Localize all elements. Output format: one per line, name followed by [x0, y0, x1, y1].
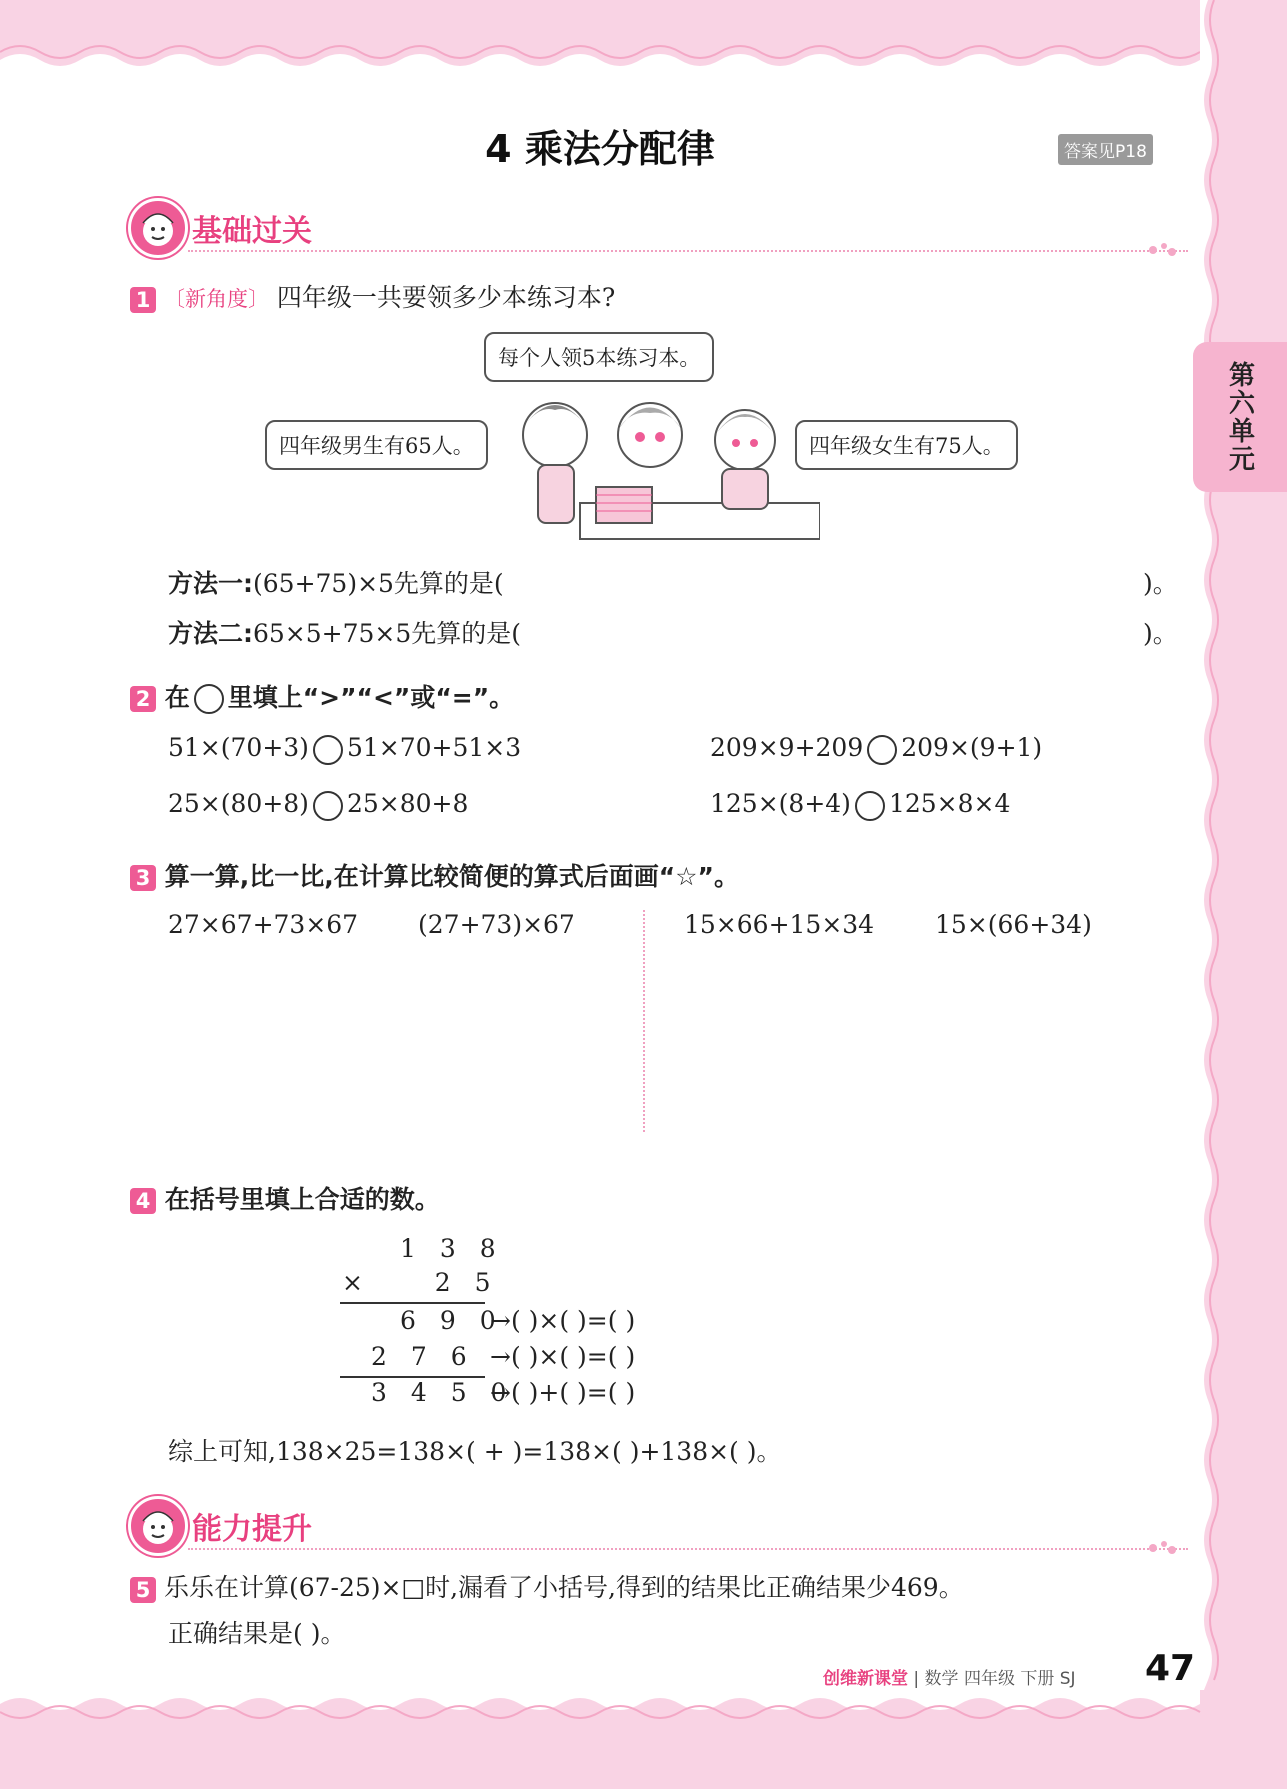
answer-reference-badge: 答案见P18 — [1058, 134, 1153, 165]
expr-3-3: 15×66+15×34 — [684, 910, 875, 939]
answer-circle[interactable] — [867, 735, 897, 765]
question-4 — [130, 1180, 440, 1216]
final-product: 3 4 5 0 — [371, 1378, 515, 1407]
footer — [823, 1664, 1076, 1689]
section-header-basic — [128, 198, 1178, 262]
mult-multiplier: × 2 5 — [342, 1268, 499, 1297]
answer-circle[interactable] — [855, 791, 885, 821]
page-title: 4 乘法分配律 — [485, 127, 715, 171]
compare-circle-icon — [194, 684, 224, 714]
expr-right: 25×80+8 — [346, 789, 469, 818]
expr-right: 125×8×4 — [888, 789, 1011, 818]
method-2-label: 方法二: — [168, 619, 253, 648]
right-border — [1200, 0, 1287, 1789]
partial-product-1: 6 9 0 — [400, 1306, 504, 1335]
fill-row-3: →( )+( )=( ) — [490, 1378, 636, 1407]
speech-bubble-right: 四年级女生有75人。 — [795, 420, 1018, 470]
mult-multiplicand: 1 3 8 — [400, 1234, 504, 1263]
expr-3-4: 15×(66+34) — [935, 910, 1092, 939]
speech-bubble-center: 每个人领5本练习本。 — [484, 332, 714, 382]
question-number: 5 — [130, 1577, 156, 1603]
compare-row-1b — [710, 733, 1042, 765]
expr-left: 51×(70+3) — [168, 733, 309, 762]
speech-bubble-left: 四年级男生有65人。 — [265, 420, 488, 470]
question-2 — [130, 678, 514, 714]
page-number: 47 — [1145, 1648, 1196, 1689]
answer-circle[interactable] — [313, 735, 343, 765]
question-text-a: 在 — [164, 683, 190, 712]
method-1-line — [168, 564, 504, 600]
question-text-b: 里填上“>”“<”或“=”。 — [227, 683, 515, 712]
expr-left: 209×9+209 — [710, 733, 864, 762]
method-2-close: )。 — [1143, 619, 1178, 648]
footer-info: | 数学 四年级 下册 SJ — [913, 1669, 1076, 1689]
question-number: 4 — [130, 1188, 156, 1214]
question-3 — [130, 857, 739, 893]
method-2-line — [168, 614, 521, 650]
fill-row-1: →( )×( )=( ) — [490, 1306, 636, 1335]
compare-row-1a — [168, 733, 521, 765]
unit-tab: 第六单元 — [1193, 342, 1287, 492]
question-text: 在括号里填上合适的数。 — [164, 1185, 440, 1214]
expr-left: 125×(8+4) — [710, 789, 851, 818]
section-header-advanced — [128, 1496, 1178, 1560]
mascot-avatar-icon — [128, 198, 188, 258]
section-title: 能力提升 — [192, 1512, 312, 1547]
top-border — [0, 0, 1287, 78]
compare-row-2b — [710, 789, 1010, 821]
mascot-avatar-icon — [128, 1496, 188, 1556]
footer-brand: 创维新课堂 — [823, 1669, 908, 1689]
partial-product-2: 2 7 6 — [371, 1342, 475, 1371]
expr-right: 209×(9+1) — [901, 733, 1043, 762]
question-number: 3 — [130, 865, 156, 891]
question-5 — [130, 1568, 964, 1604]
question-number: 2 — [130, 686, 156, 712]
question-5-answer: 正确结果是( )。 — [168, 1619, 346, 1648]
question-text: 四年级一共要领多少本练习本? — [276, 283, 616, 312]
expr-right: 51×70+51×3 — [346, 733, 522, 762]
summary-line: 综上可知,138×25=138×( + )=138×( )+138×( )。 — [168, 1437, 782, 1466]
answer-circle[interactable] — [313, 791, 343, 821]
expr-3-1: 27×67+73×67 — [168, 910, 359, 939]
decor-dots-icon — [1148, 242, 1178, 258]
compare-row-2a — [168, 789, 468, 821]
dotted-divider — [188, 1548, 1188, 1550]
expr-3-2: (27+73)×67 — [418, 910, 575, 939]
question-text: 乐乐在计算(67-25)×□时,漏看了小括号,得到的结果比正确结果少469。 — [163, 1573, 964, 1602]
question-number: 1 — [130, 287, 156, 313]
dotted-divider — [188, 250, 1188, 252]
column-divider — [643, 910, 645, 1132]
expr-left: 25×(80+8) — [168, 789, 309, 818]
method-2-text: 65×5+75×5先算的是( — [253, 619, 522, 648]
question-tag: 〔新角度〕 — [163, 287, 269, 311]
decor-dots-icon — [1148, 1540, 1178, 1556]
bottom-border — [0, 1690, 1287, 1789]
fill-row-2: →( )×( )=( ) — [490, 1342, 636, 1371]
method-1-close: )。 — [1143, 569, 1178, 598]
method-1-text: (65+75)×5先算的是( — [253, 569, 504, 598]
method-1-label: 方法一: — [168, 569, 253, 598]
section-title: 基础过关 — [192, 214, 312, 249]
children-illustration — [510, 385, 820, 545]
question-1 — [130, 278, 615, 314]
question-text: 算一算,比一比,在计算比较简便的算式后面画“☆”。 — [164, 862, 739, 891]
mult-line-1 — [340, 1302, 485, 1304]
